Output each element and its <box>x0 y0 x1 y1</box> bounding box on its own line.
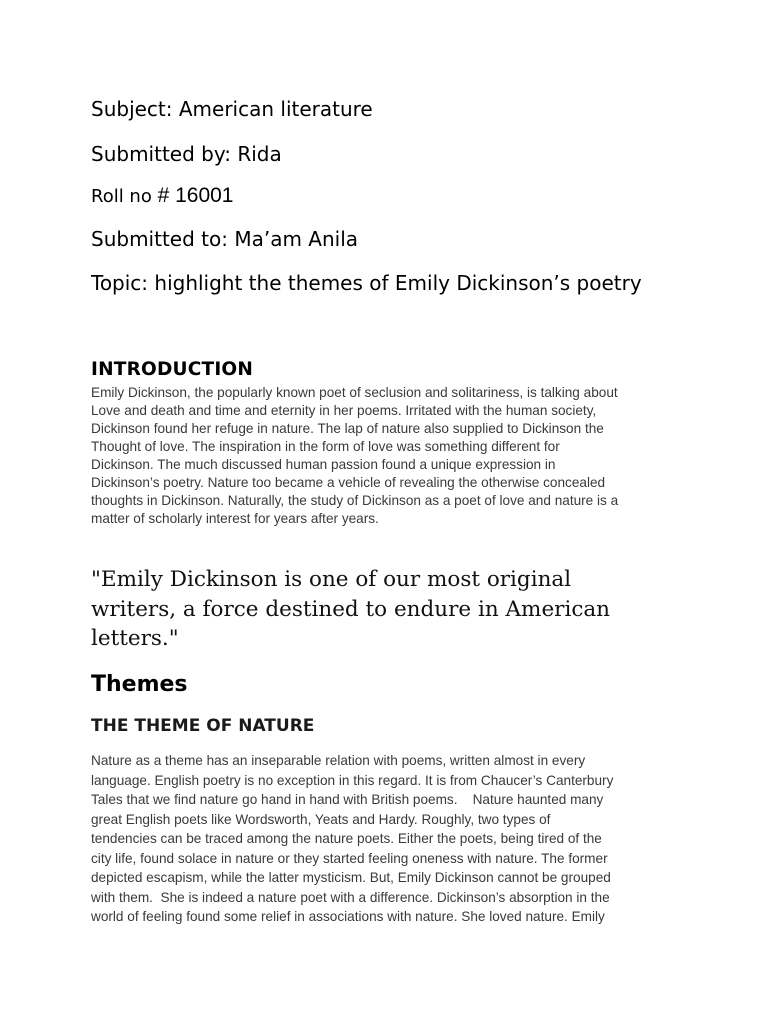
nature-line: language. English poetry is no exception in this regard. It is from Chaucer’s Canterbury <box>91 772 614 788</box>
subject-line: Subject: American literature <box>91 97 373 121</box>
nature-line: tendencies can be traced among the nature poets. Either the poets, being tired of the <box>91 831 602 846</box>
introduction-line: matter of scholarly interest for years after years. <box>91 511 379 526</box>
submitted-to-line: Submitted to: Ma’am Anila <box>91 227 359 251</box>
quote-line: writers, a force destined to endure in American <box>91 596 611 622</box>
nature-theme-paragraph <box>91 751 683 927</box>
quote-line: letters." <box>91 626 179 651</box>
submitted-by-line: Submitted by: Rida <box>91 142 282 166</box>
nature-line: world of feeling found some relief in associations with nature. She loved nature. Emily <box>91 909 605 924</box>
introduction-line: Dickinson found her refuge in nature. The lap of nature also supplied to Dickinson the <box>91 421 604 436</box>
nature-line: depicted escapism, while the latter mysticism. But, Emily Dickinson cannot be grouped <box>91 870 611 885</box>
quote-line: "Emily Dickinson is one of our most original <box>91 567 572 592</box>
roll-number: # 16001 <box>157 184 234 207</box>
introduction-line: Dickinson’s poetry. Nature too became a vehicle of revealing the otherwise concealed <box>91 475 606 490</box>
introduction-line: thoughts in Dickinson. Naturally, the study of Dickinson as a poet of love and nature is a <box>91 493 619 508</box>
nature-line: Tales that we find nature go hand in hand with British poems. Nature haunted many <box>91 792 604 807</box>
nature-line: with them. She is indeed a nature poet with a difference. Dickinson’s absorption in the <box>91 889 610 905</box>
topic-line: Topic: highlight the themes of Emily Dickinson’s poetry <box>91 271 642 295</box>
nature-line: Nature as a theme has an inseparable relation with poems, written almost in every <box>91 753 586 768</box>
roll-label: Roll no <box>91 186 158 207</box>
introduction-line: Dickinson. The much discussed human passion found a unique expression in <box>91 457 556 472</box>
nature-theme-heading: THE THEME OF NATURE <box>91 716 315 736</box>
introduction-line: Thought of love. The inspiration in the form of love was something different for <box>91 439 560 454</box>
nature-line: great English poets like Wordsworth, Yeats and Hardy. Roughly, two types of <box>91 811 551 827</box>
introduction-paragraph <box>91 384 683 528</box>
themes-heading: Themes <box>91 672 188 697</box>
roll-number-line <box>91 183 234 210</box>
nature-line: city life, found solace in nature or they started feeling oneness with nature. The former <box>91 850 608 866</box>
quote-block <box>91 565 691 654</box>
introduction-line: Emily Dickinson, the popularly known poet of seclusion and solitariness, is talking about <box>91 385 618 400</box>
introduction-heading: INTRODUCTION <box>91 359 254 380</box>
introduction-line: Love and death and time and eternity in her poems. Irritated with the human society, <box>91 403 597 418</box>
